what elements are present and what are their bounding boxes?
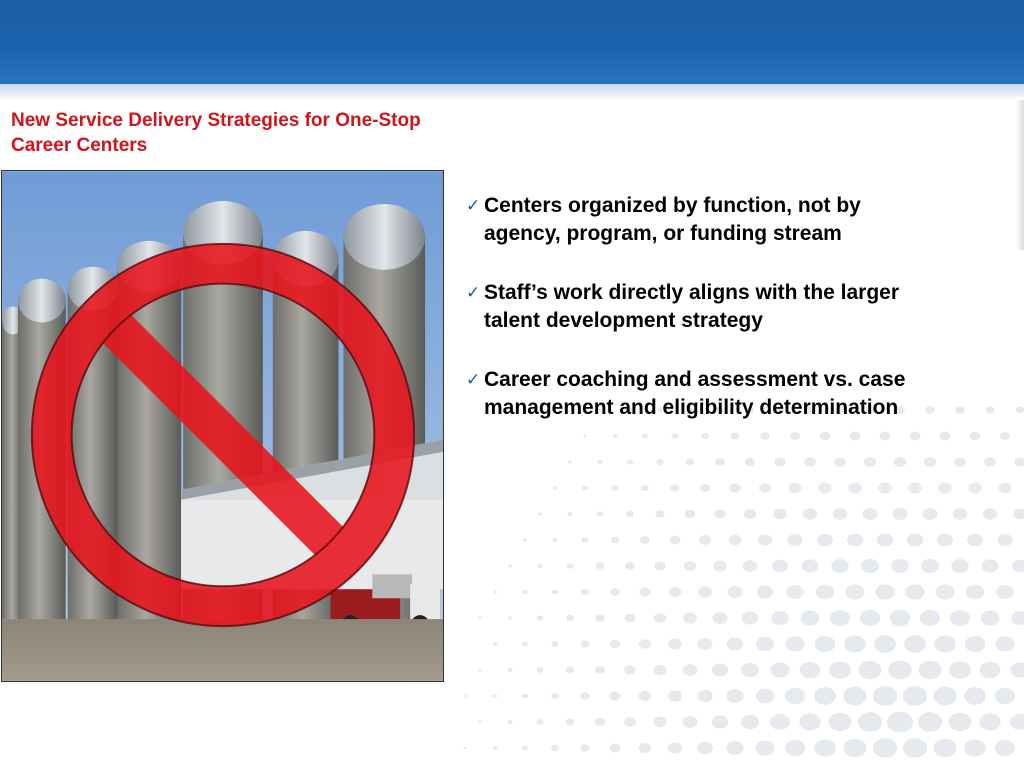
background-dot: [655, 510, 664, 517]
background-dot: [951, 559, 968, 573]
background-dot: [907, 533, 923, 546]
background-dot: [843, 739, 866, 758]
bullet-2-line-1: Staff’s work directly aligns with the larger: [484, 281, 900, 304]
background-dot: [933, 687, 956, 706]
background-dot: [668, 690, 682, 701]
background-dot: [595, 718, 605, 726]
background-dot: [848, 483, 862, 494]
background-dot: [656, 459, 663, 465]
background-dot: [538, 512, 542, 515]
background-dot: [980, 662, 1001, 678]
background-dot: [786, 585, 803, 599]
background-dot: [799, 713, 820, 730]
background-dot: [903, 738, 927, 757]
background-dot: [463, 695, 466, 697]
background-dot: [873, 738, 897, 757]
background-dot: [801, 610, 820, 625]
background-dot: [937, 534, 953, 547]
background-dot: [744, 509, 757, 519]
background-dot: [699, 535, 711, 545]
background-dot: [625, 614, 636, 623]
background-dot: [581, 589, 589, 595]
background-dot: [814, 739, 836, 756]
background-dot: [743, 560, 758, 572]
background-dot: [715, 458, 724, 466]
background-dot: [892, 508, 907, 520]
background-dot: [493, 694, 498, 698]
slide-title-line-1: New Service Delivery Strategies for One-Stop: [11, 110, 421, 131]
background-dot: [683, 613, 697, 624]
bullet-3-line-2: management and eligibility determination: [484, 396, 899, 419]
background-dot: [1010, 662, 1024, 677]
background-dot: [831, 559, 848, 573]
background-dot: [965, 636, 985, 652]
background-dot: [785, 740, 805, 756]
background-dot: [597, 511, 604, 516]
background-dot: [770, 714, 790, 730]
background-dot: [686, 459, 694, 466]
background-dot: [966, 585, 984, 600]
background-dot: [968, 483, 981, 494]
background-dot: [728, 535, 741, 546]
background-dot: [771, 611, 789, 625]
background-dot: [803, 508, 817, 519]
background-dot: [756, 688, 775, 703]
background-dot: [714, 509, 726, 518]
background-dot: [684, 561, 696, 571]
background-dot: [697, 690, 713, 703]
background-dot: [670, 536, 681, 545]
background-dot: [639, 691, 652, 701]
background-dot: [995, 636, 1014, 651]
background-dot: [536, 719, 543, 725]
background-dot: [700, 484, 710, 492]
background-dot: [982, 559, 999, 572]
background-dot: [566, 667, 574, 674]
background-dot: [903, 686, 928, 706]
background-dot: [639, 639, 651, 649]
background-dot: [1014, 458, 1024, 467]
background-dot: [983, 508, 997, 519]
background-dot: [626, 511, 634, 518]
background-dot: [950, 610, 970, 626]
background-dot: [995, 740, 1015, 756]
background-dot: [625, 562, 635, 570]
background-dot: [843, 687, 866, 706]
background-dot: [773, 509, 786, 520]
slide-title-line-2: Career Centers: [11, 135, 148, 156]
background-dot: [653, 665, 666, 675]
background-dot: [726, 741, 743, 755]
background-dot: [567, 563, 574, 568]
background-dot: [785, 688, 805, 704]
background-dot: [567, 512, 573, 516]
background-dot: [1011, 611, 1024, 625]
background-dot: [774, 458, 785, 467]
background-dot: [787, 534, 802, 546]
background-dot: [671, 484, 680, 491]
background-dot: [668, 742, 682, 753]
background-dot: [829, 713, 852, 731]
background-dot: [888, 661, 911, 680]
background-dot: [552, 589, 559, 594]
bullet-item-3: [466, 366, 1011, 422]
silo-photo: [1, 170, 444, 682]
background-dot: [789, 483, 802, 493]
background-dot: [568, 460, 572, 463]
bullet-1-line-2: agency, program, or funding stream: [484, 222, 842, 245]
background-dot: [933, 739, 956, 758]
background-dot: [996, 585, 1013, 599]
background-dot: [522, 694, 528, 699]
checkmark-icon: ✓: [466, 196, 481, 216]
background-dot: [508, 616, 513, 620]
background-dot: [818, 483, 831, 494]
background-dot: [493, 746, 498, 750]
background-dot: [742, 611, 758, 624]
background-dot: [712, 664, 728, 677]
background-dot: [905, 584, 924, 599]
background-dot: [522, 590, 527, 594]
background-dot: [873, 686, 898, 706]
background-dot: [814, 687, 836, 704]
background-dot: [891, 559, 909, 573]
background-dot: [874, 635, 896, 653]
background-dot: [877, 533, 893, 546]
background-dot: [610, 588, 620, 596]
background-dot: [981, 610, 1000, 625]
background-dot: [683, 716, 698, 728]
checkmark-icon: ✓: [466, 370, 481, 390]
background-dot: [953, 508, 968, 520]
background-dot: [859, 661, 882, 679]
background-dot: [729, 484, 740, 493]
background-dot: [537, 564, 542, 568]
background-dot: [757, 586, 773, 599]
background-dot: [698, 638, 713, 650]
background-dot: [964, 687, 986, 704]
bullet-2-line-2: talent development strategy: [484, 309, 763, 332]
background-dot: [785, 636, 804, 651]
background-dot: [624, 665, 636, 674]
background-dot: [493, 642, 497, 645]
background-dot: [846, 584, 865, 599]
background-dot: [610, 692, 621, 701]
background-dot: [697, 742, 713, 755]
background-dot: [741, 715, 759, 729]
background-dot: [756, 637, 774, 651]
background-dot: [920, 610, 940, 626]
background-dot: [669, 587, 681, 597]
checkmark-icon: ✓: [466, 283, 481, 303]
background-dot: [551, 693, 559, 699]
background-dot: [522, 642, 528, 647]
background-dot: [582, 537, 589, 543]
background-dot: [581, 640, 590, 647]
background-dot: [830, 610, 850, 626]
background-dot: [833, 508, 848, 520]
background-dot: [580, 744, 589, 751]
background-dot: [890, 610, 911, 627]
background-dot: [815, 636, 835, 652]
slide-title: [11, 108, 531, 158]
background-dot: [904, 635, 926, 653]
background-dot: [834, 457, 846, 467]
background-dot: [921, 559, 939, 573]
background-dot: [712, 715, 729, 728]
background-dot: [595, 666, 605, 674]
background-dot: [611, 537, 619, 544]
background-dot: [551, 745, 559, 751]
bullet-1-line-1: Centers organized by function, not by: [484, 194, 861, 217]
background-dot: [772, 560, 788, 573]
background-dot: [493, 591, 497, 594]
background-dot: [858, 712, 882, 732]
background-dot: [756, 741, 775, 756]
background-dot: [478, 720, 482, 723]
background-dot: [949, 713, 972, 731]
background-dot: [949, 661, 971, 679]
background-dot: [566, 615, 574, 621]
background-dot: [596, 563, 604, 570]
background-dot: [726, 689, 743, 703]
background-dot: [612, 485, 619, 490]
background-dot: [984, 457, 996, 466]
background-dot: [954, 457, 966, 467]
background-dot: [627, 459, 633, 464]
background-dot: [860, 610, 880, 626]
background-dot: [582, 486, 587, 490]
background-dot: [847, 534, 863, 547]
bullet-3-line-1: Career coaching and assessment vs. case: [484, 368, 906, 391]
background-dot: [537, 615, 543, 620]
background-dot: [668, 639, 682, 650]
background-dot: [936, 584, 955, 599]
background-dot: [478, 617, 481, 620]
background-dot: [802, 559, 819, 572]
background-dot: [887, 712, 913, 733]
background-dot: [758, 534, 772, 545]
background-dot: [685, 510, 696, 518]
background-dot: [610, 640, 620, 648]
background-dot: [864, 457, 876, 467]
background-dot: [566, 719, 575, 726]
background-dot: [1013, 509, 1024, 520]
background-dot: [537, 667, 544, 672]
background-dot: [639, 743, 651, 753]
background-dot: [683, 664, 698, 676]
background-dot: [522, 746, 528, 751]
background-dot: [713, 561, 727, 572]
background-dot: [507, 668, 512, 672]
background-dot: [816, 585, 834, 600]
background-dot: [908, 482, 922, 493]
background-dot: [698, 587, 712, 598]
background-dot: [552, 538, 558, 542]
background-dot: [1010, 714, 1024, 730]
background-dot: [727, 637, 743, 650]
background-dot: [597, 460, 602, 464]
background-dot: [817, 534, 833, 547]
background-dot: [624, 717, 636, 726]
bullet-list: [466, 192, 1011, 453]
background-dot: [919, 661, 942, 679]
background-dot: [861, 559, 879, 573]
background-dot: [727, 586, 742, 598]
background-dot: [508, 564, 512, 567]
background-dot: [997, 534, 1012, 546]
background-dot: [580, 692, 589, 699]
background-dot: [653, 717, 666, 728]
bullet-item-1: [466, 192, 1011, 248]
background-dot: [999, 483, 1012, 493]
background-dot: [712, 612, 727, 624]
background-dot: [967, 534, 983, 547]
background-dot: [844, 635, 865, 652]
background-dot: [964, 739, 986, 756]
background-dot: [1016, 407, 1024, 414]
background-dot: [995, 688, 1015, 704]
background-dot: [922, 508, 937, 520]
background-dot: [804, 457, 816, 466]
background-dot: [829, 661, 851, 679]
background-dot: [918, 712, 942, 732]
background-dot: [655, 562, 666, 571]
background-dot: [507, 720, 512, 724]
background-dot: [938, 483, 952, 494]
background-dot: [800, 662, 821, 678]
background-dot: [595, 614, 604, 621]
background-dot: [463, 747, 466, 749]
background-dot: [640, 588, 651, 597]
background-dot: [934, 635, 955, 652]
background-dot: [551, 641, 558, 647]
background-dot: [924, 457, 936, 467]
background-dot: [894, 457, 906, 467]
background-dot: [654, 613, 666, 623]
background-dot: [770, 662, 789, 677]
background-dot: [875, 584, 894, 599]
background-dot: [741, 663, 759, 677]
background-dot: [1012, 560, 1024, 573]
background-dot: [478, 669, 482, 672]
background-dot: [553, 486, 557, 489]
bullet-item-2: [466, 279, 1011, 335]
background-dot: [641, 485, 649, 491]
background-dot: [523, 538, 527, 541]
background-dot: [979, 713, 1000, 730]
background-dot: [640, 536, 650, 544]
background-dot: [610, 744, 621, 753]
background-dot: [745, 458, 755, 466]
background-dot: [878, 482, 892, 493]
background-dot: [862, 508, 877, 520]
background-dot: [759, 483, 771, 492]
